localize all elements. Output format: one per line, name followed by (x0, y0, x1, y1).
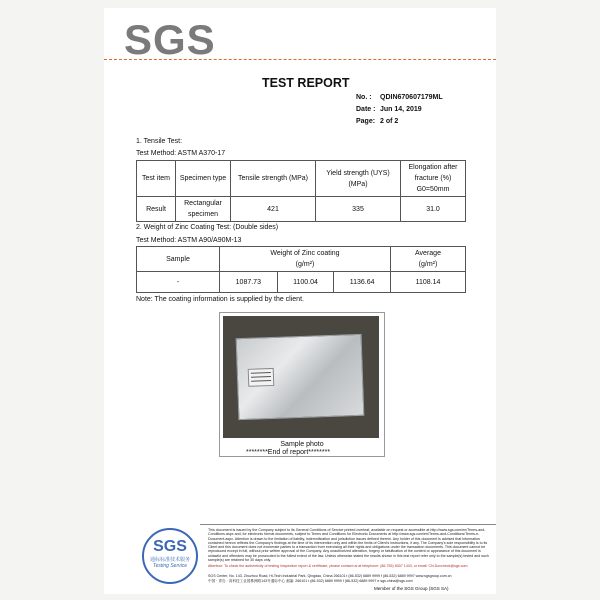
coating-table (136, 246, 466, 293)
legal-disclaimer: This document is issued by the Company subject to its General Conditions of Service printed overleaf, available on request or accessible at http://www.sgs.com/en/Terms-and-Conditions.aspx and, for electronic format documents, subject to Terms and Conditions for Electronic Documents at http://www.sgs.com/en/Terms-and-Conditions/Terms-e-Document.aspx. Attention is drawn to the limitation of liability, indemnification and jurisdiction issues defined therein. Any holder of this document is advised that information contained hereon reflects the Company's findings at the time of its intervention only and within the limits of Client's instructions, if any. The Company's sole responsibility is to its Client and this document does not exonerate parties to a transaction from exercising all their rights and obligations under the transaction documents. This document cannot be reproduced except in full, without prior written approval of the Company. Any unauthorized alteration, forgery or falsification of the content or appearance of this document is unlawful and offenders may be prosecuted to the fullest extent of the law. Unless otherwise stated the results shown in this test report refer only to the sample(s) tested and such sample(s) are retained for 30 days only. (208, 528, 489, 563)
steel-plate-image (236, 334, 365, 420)
coating-method: Test Method: ASTM A90/A90M-13 (136, 237, 242, 244)
average-header-label: Average (415, 250, 441, 257)
sample-photo (223, 316, 379, 438)
table-header-cell (220, 247, 391, 272)
member-line: Member of the SGS Group (SGS SA) (374, 586, 449, 591)
sample-photo-frame (219, 312, 385, 457)
end-of-report: ********End of report******** (246, 449, 331, 456)
sgs-seal-stamp: SGS 通标标准技术服务 Testing Service (142, 528, 198, 584)
table-header-cell: Yield strength (UYS) (MPa) (316, 161, 401, 197)
table-header-cell: Specimen type (176, 161, 231, 197)
table-cell: 31.0 (401, 197, 466, 222)
table-cell: Result (137, 197, 176, 222)
table-cell: 1136.64 (334, 272, 391, 293)
table-cell: 335 (316, 197, 401, 222)
table-header-cell: Sample (137, 247, 220, 272)
table-header-row (137, 247, 466, 272)
report-page-number: Page: 2 of 2 (356, 118, 399, 125)
table-cell: Rectangular specimen (176, 197, 231, 222)
sgs-logo: SGS (124, 16, 216, 63)
authenticity-notice: Attention: To check the authenticity of testing /inspection report & certificate, please contact us at telephone: (86-755) 8307 1443, or email: CN.Doccheck@sgs.com (208, 564, 468, 568)
average-header-unit: (g/m²) (418, 261, 438, 268)
table-cell: 1108.14 (391, 272, 466, 293)
table-row (137, 197, 466, 222)
footer-divider (200, 524, 496, 525)
table-cell: 421 (231, 197, 316, 222)
table-header-row (137, 161, 466, 197)
address-english: SGS Center, No. 143, Zhuzhou Road, Hi-Tech Industrial Park, Qingdao, China 266101 t (86-532) 6889 9999 f (86-532) 6889 9997 www.sgsgroup.com.cn (208, 574, 452, 578)
report-number: No. : QDIN670607179ML (356, 94, 443, 101)
address-chinese: 中国 · 青岛 · 高科技工业园株洲路143号通标中心 邮编: 266101 t (86-532) 6889 9999 f (86-532) 6889 9997 e sgs.china@sgs.com (208, 579, 413, 583)
table-header-cell: Test item (137, 161, 176, 197)
tensile-heading: 1. Tensile Test: (136, 138, 183, 145)
coating-note: Note: The coating information is supplied by the client. (136, 296, 304, 303)
coating-heading: 2. Weight of Zinc Coating Test: (Double sides) (136, 224, 279, 231)
table-header-cell: Tensile strength (MPa) (231, 161, 316, 197)
table-cell: 1087.73 (220, 272, 278, 293)
page-title: TEST REPORT (262, 76, 350, 90)
table-cell: 1100.04 (277, 272, 334, 293)
header-divider (104, 59, 496, 60)
table-row (137, 272, 466, 293)
weight-header-unit: (g/m²) (295, 261, 315, 268)
tensile-table (136, 160, 466, 222)
photo-caption: Sample photo (280, 441, 324, 448)
tensile-method: Test Method: ASTM A370-17 (136, 150, 226, 157)
table-header-cell (391, 247, 466, 272)
table-header-cell: Elongation after fracture (%) G0=50mm (401, 161, 466, 197)
weight-header-label: Weight of Zinc coating (270, 250, 340, 257)
plate-label (248, 368, 275, 387)
table-cell: - (137, 272, 220, 293)
report-date: Date : Jun 14, 2019 (356, 106, 422, 113)
report-page (104, 8, 496, 594)
